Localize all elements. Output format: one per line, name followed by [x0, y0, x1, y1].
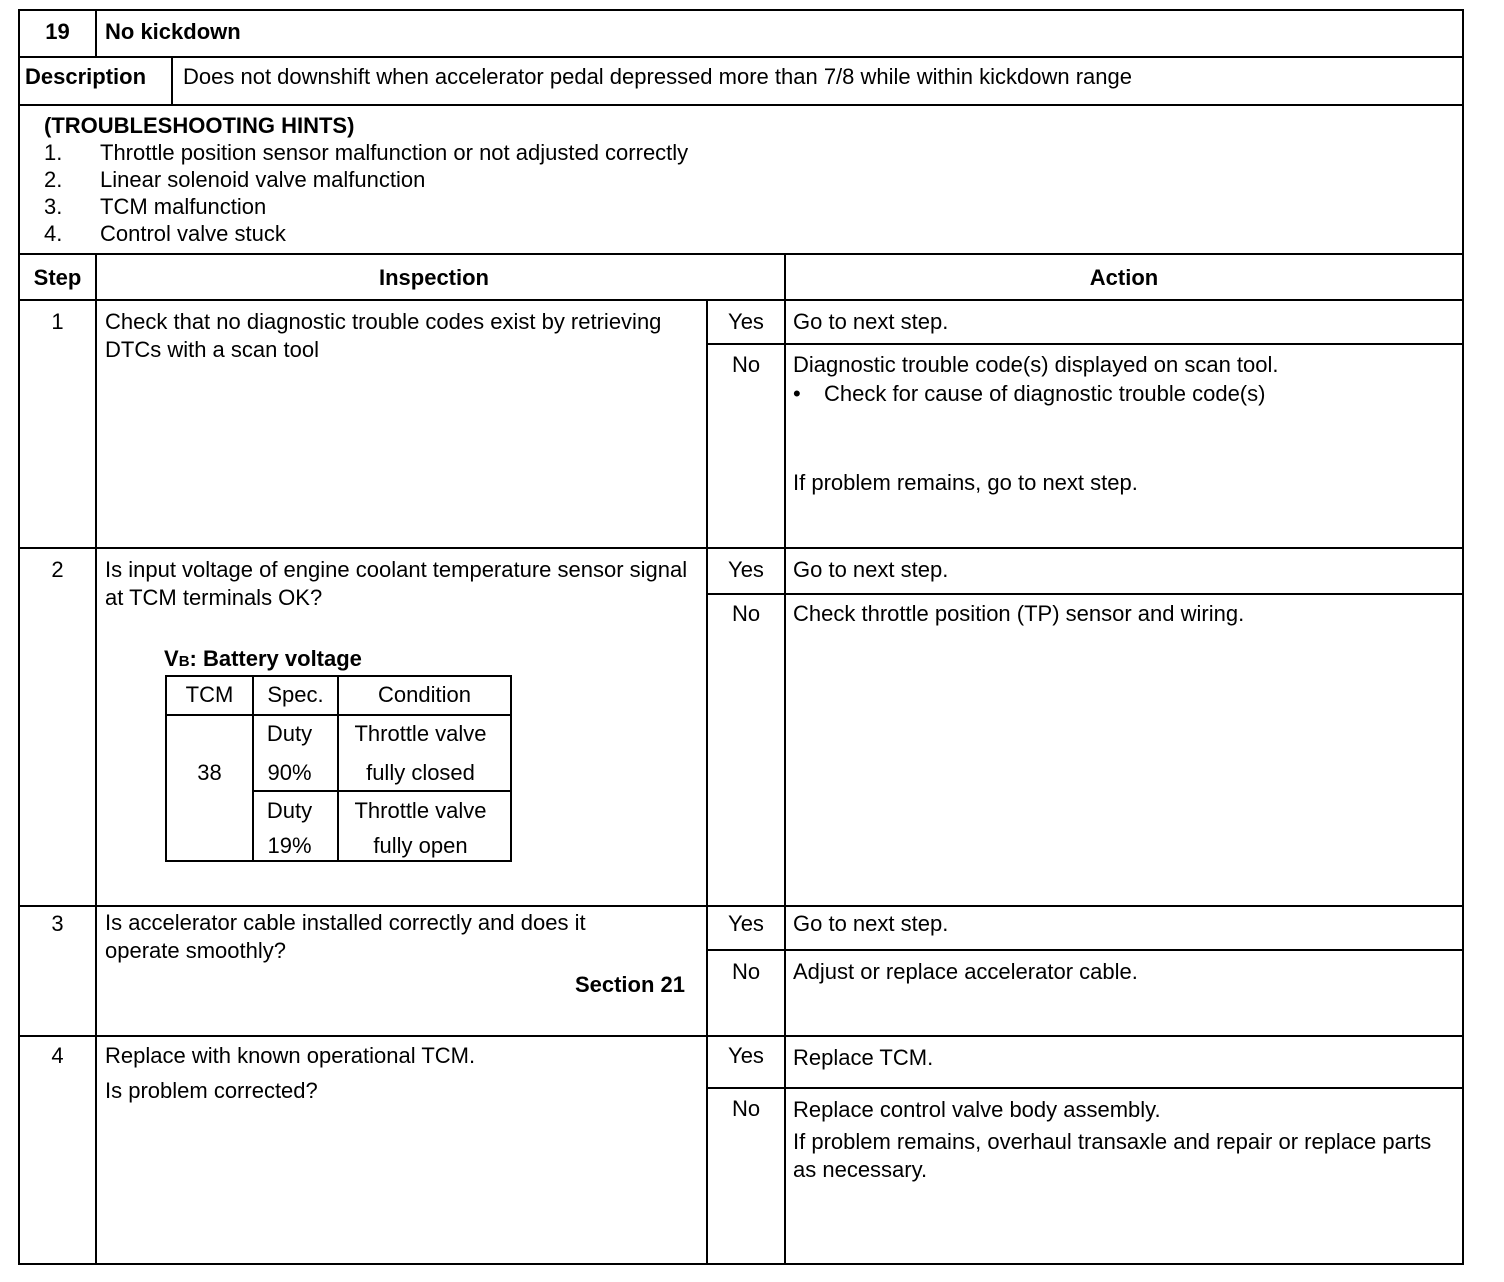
no-action-bullet-text: Check for cause of diagnostic trouble code(s): [824, 381, 1266, 406]
yes-label: Yes: [728, 1043, 764, 1068]
grid-line: [706, 343, 1464, 345]
no-label: No: [731, 1096, 761, 1121]
inspection-text: Is accelerator cable installed correctly and does it operate smoothly?: [105, 910, 586, 963]
yes-action: Go to next step.: [793, 557, 949, 582]
step-number: 4: [51, 1043, 64, 1068]
table-cell: fully closed: [366, 760, 475, 785]
no-label: No: [731, 352, 761, 377]
section-reference: Section 21: [574, 972, 685, 997]
hint-number: 3.: [44, 194, 63, 219]
yes-label: Yes: [728, 309, 764, 334]
table-cell: Duty: [266, 721, 313, 746]
hints-title: (TROUBLESHOOTING HINTS): [44, 113, 355, 138]
grid-line: [706, 299, 708, 1265]
column-header-action: Action: [1089, 265, 1159, 290]
grid-line: [18, 1035, 1464, 1037]
table-cell: Throttle valve: [354, 721, 487, 746]
table-cell: Throttle valve: [354, 798, 487, 823]
grid-line: [1462, 9, 1464, 1265]
vb-symbol: V: [164, 646, 179, 671]
section-number: 19: [45, 19, 70, 44]
hint-number: 4.: [44, 221, 63, 246]
description-text: Does not downshift when accelerator pedal depressed more than 7/8 while within kickdown range: [183, 64, 1132, 89]
no-action-followup: If problem remains, go to next step.: [793, 470, 1138, 495]
hint-number: 2.: [44, 167, 63, 192]
no-label: No: [731, 601, 761, 626]
inspection-text: Replace with known operational TCM.: [105, 1043, 476, 1068]
grid-line: [95, 9, 97, 58]
step-number: 2: [51, 557, 64, 582]
no-action: Check throttle position (TP) sensor and wiring.: [793, 601, 1245, 626]
no-action-followup: If problem remains, overhaul transaxle and repair or replace parts as necessary.: [793, 1129, 1432, 1182]
inspection-text: Check that no diagnostic trouble codes exist by retrieving DTCs with a scan tool: [105, 309, 662, 362]
no-label: No: [731, 959, 761, 984]
yes-action: Replace TCM.: [793, 1045, 934, 1070]
grid-line: [18, 104, 1464, 106]
grid-line: [706, 949, 1464, 951]
inspection-text: Is input voltage of engine coolant temperature sensor signal at TCM terminals OK?: [105, 557, 688, 610]
no-action: Diagnostic trouble code(s) displayed on scan tool.: [793, 352, 1279, 377]
grid-line: [18, 547, 1464, 549]
table-cell: fully open: [373, 833, 468, 858]
no-action: Adjust or replace accelerator cable.: [793, 959, 1138, 984]
yes-action: Go to next step.: [793, 911, 949, 936]
bullet-icon: •: [793, 381, 801, 406]
table-cell-terminal: 38: [197, 760, 222, 785]
grid-line: [18, 9, 1464, 11]
column-header-inspection: Inspection: [378, 265, 489, 290]
grid-line: [706, 1087, 1464, 1089]
step-number: 1: [51, 309, 64, 334]
grid-line: [18, 56, 1464, 58]
grid-line: [18, 299, 1464, 301]
description-label: Description: [25, 64, 147, 89]
hint-number: 1.: [44, 140, 63, 165]
yes-action: Go to next step.: [793, 309, 949, 334]
vb-subscript: B: [178, 653, 190, 670]
table-header-cell: TCM: [185, 682, 234, 707]
grid-line: [706, 593, 1464, 595]
table-cell: 90%: [267, 760, 312, 785]
grid-line: [18, 1263, 1464, 1265]
battery-voltage-note: [164, 648, 362, 673]
grid-line: [18, 9, 20, 1265]
table-header-cell: Spec.: [267, 682, 324, 707]
table-cell: Duty: [266, 798, 313, 823]
grid-line: [18, 905, 1464, 907]
grid-line: [510, 675, 512, 862]
no-action: Replace control valve body assembly.: [793, 1097, 1161, 1122]
column-header-step: Step: [33, 265, 82, 290]
table-cell: 19%: [267, 833, 312, 858]
step-number: 3: [51, 911, 64, 936]
table-header-cell: Condition: [378, 682, 471, 707]
grid-line: [784, 253, 786, 1265]
hint-text: Linear solenoid valve malfunction: [100, 167, 426, 192]
grid-line: [252, 790, 512, 792]
inspection-question: Is problem corrected?: [105, 1078, 318, 1103]
yes-label: Yes: [728, 911, 764, 936]
hint-text: TCM malfunction: [100, 194, 267, 219]
grid-line: [171, 56, 173, 106]
hint-text: Throttle position sensor malfunction or not adjusted correctly: [100, 140, 689, 165]
grid-line: [18, 253, 1464, 255]
page-title: No kickdown: [105, 19, 241, 44]
grid-line: [95, 253, 97, 1265]
yes-label: Yes: [728, 557, 764, 582]
vb-label: : Battery voltage: [189, 646, 362, 671]
hint-text: Control valve stuck: [100, 221, 286, 246]
